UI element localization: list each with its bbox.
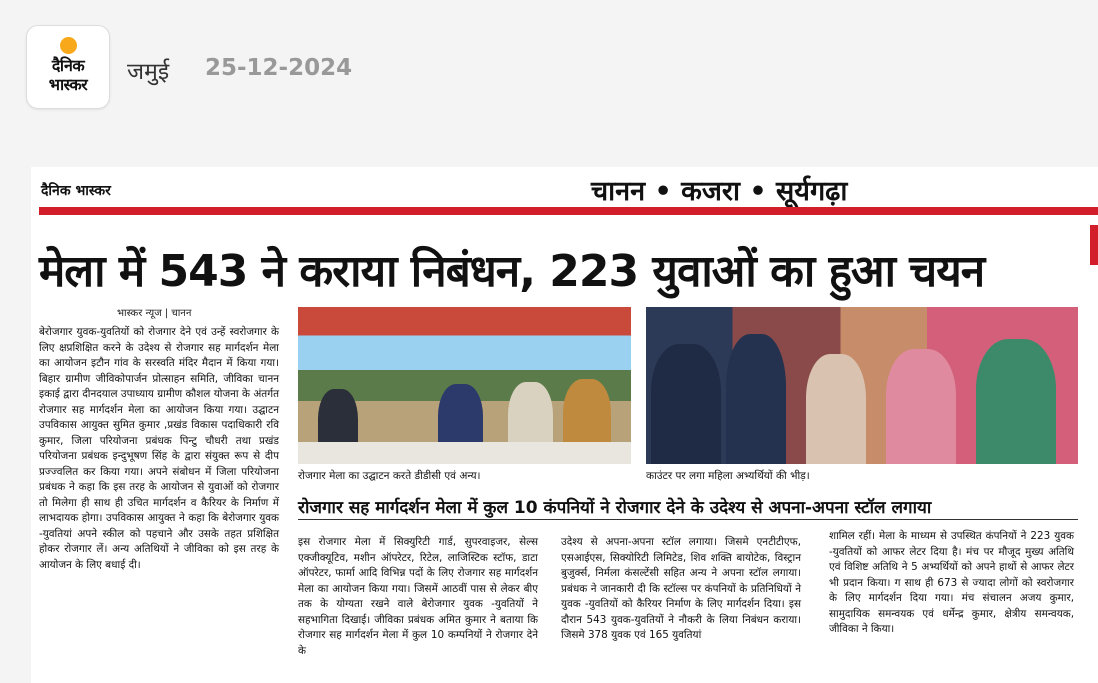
article-headline: मेला में 543 ने कराया निबंधन, 223 युवाओं का हुआ चयन [39,246,985,297]
photo-caption-2: काउंटर पर लगा महिला अभ्यर्थियों की भीड़। [646,470,810,482]
article-column-3: उदेश्य से अपना-अपना स्टॉल लगाया। जिसमे एनटीटीएफ, एसआईएस, सिक्योरिटी लिमिटेड, शिव शक्ति बायोटेक, विस्ट्रान बुजुर्क्स, निर्मला कंसल्टेंसी सहित अन्य ने अपना स्टॉल लगाया। प्रबंधक ने जानकारी दी कि स्टॉल्स पर कंपनियों के प्रतिनिधियों ने युवक -युवतियों को कैरियर निर्माण के लिए मार्गदर्शन दिया। इस दौरान 543 युवक-युवतियों ने नौकरी के लिया निबंधन कराया। जिसमे 378 युवक एवं 165 युवतियां [561,536,801,641]
article-column-4: शामिल रहीं। मेला के माध्यम से उपस्थित कंपनियों ने 223 युवक -युवतियों को आफर लेटर दिया है। मंच पर मौजूद मुख्य अतिथि एवं विशिष्ट अतिथि ने 5 अभ्यर्थियों को अपने हाथों से आफर लेटर भी प्रदान किया। ग साथ ही 673 से ज्यादा लोगों को स्वरोजगार के लिए मार्गदर्शन दिया गया। मंच संचालन अजय कुमार, सामुदायिक समन्वयक एवं धर्मेन्द्र कुमार, क्षेत्रीय समन्वयक, जीविका ने किया। [829,530,1074,635]
article-column-2: इस रोजगार मेला में सिक्युरिटी गार्ड, सुपरवाइजर, सेल्स एक्जीक्यूटिव, मशीन ऑपरेटर, रिटेल, लाजिस्टिक स्टॉफ, डाटा ऑपरेटर, फार्मा आदि विभिन्न पदों के लिए रोजगार सह मार्गदर्शन मेला का आयोजन किया गया। जिसमें आठवीं पास से लेकर बीए तक के योग्यता रखने वाले बेरोजगार युवक -युवतियों ने सहभागिता दिखाई। जीविका प्रबंधक अमित कुमार ने बताया कि रोजगार सह मार्गदर्शन मेला में कुल 10 कम्पनियों ने रोजगार देने के [298,536,538,657]
red-edge-mark [1090,225,1098,265]
photo-inauguration [298,307,631,464]
photo-women-counter [646,307,1078,464]
app-header [0,0,1098,135]
red-divider [39,207,1098,215]
logo-line2: भास्कर [48,75,88,94]
sun-icon [60,37,77,54]
article-byline: भास्कर न्यूज | चानन [117,308,192,319]
masthead-right: चानन • कजरा • सूर्यगढ़ा [591,176,848,207]
article-subheading: रोजगार सह मार्गदर्शन मेला में कुल 10 कंपनियों ने रोजगार देने के उदेश्य से अपना-अपना स्टॉल लगाया [298,498,932,518]
article-column-1: बेरोजगार युवक-युवतियों को रोजगार देने एवं उन्हें स्वरोजगार के लिए क्षप्रशिक्षित करने के उदेश्य से रोजगार सह मार्गदर्शन मेला का आयोजन इटौन गांव के सरस्वति मंदिर मैदान में किया गया। बिहार ग्रामीण जीविकोपार्जन प्रोत्साहन समिति, जीविका चानन इकाई द्वारा दीनदयाल उपाध्याय ग्रामीण कौशल योजना के अंतर्गत रोजगार सह मार्गदर्शन मेला का आयोजन किया गया। उद्घाटन उपविकास आयुक्त सुमित कुमार ,प्रखंड विकास पदाधिकारी रवि कुमार, जिला परियोजना प्रबंधक पिन्टु चौधरी तथा प्रखंड परियोजना प्रबंधक इन्दुभूषण सिंह के द्वारा संयुक्त रूप से दीप प्रज्ज्वलित कर किया गया। अपने संबोधन में जिला परियोजना प्रबंधक ने कहा कि इस तरह के आयोजन से युवाओं को रोजगार तो मिलेगा ही साथ ही उचित मार्गदर्शन व कैरियर के निर्माण में लाभदायक होगा। उपविकास आयुक्त ने कहा कि बेरोजगार युवक -युवतियां अपने स्कील को पहचाने और उसके तहत प्रशिक्षित होकर रोजगार लें। अन्य अतिथियों ने जीविका को इस तरह के आयोजन के लिए बधाई दी। [39,326,279,571]
subheading-rule [298,519,1078,520]
masthead-left: दैनिक भास्कर [41,183,111,199]
logo-line1: दैनिक [51,56,85,75]
edition-city: जमुई [127,59,170,85]
dainik-bhaskar-logo[interactable] [26,25,110,109]
photo-caption-1: रोजगार मेला का उद्घाटन करते डीडीसी एवं अन्य। [298,470,481,482]
edition-date: 25-12-2024 [205,55,353,81]
newspaper-clipping [31,167,1098,683]
